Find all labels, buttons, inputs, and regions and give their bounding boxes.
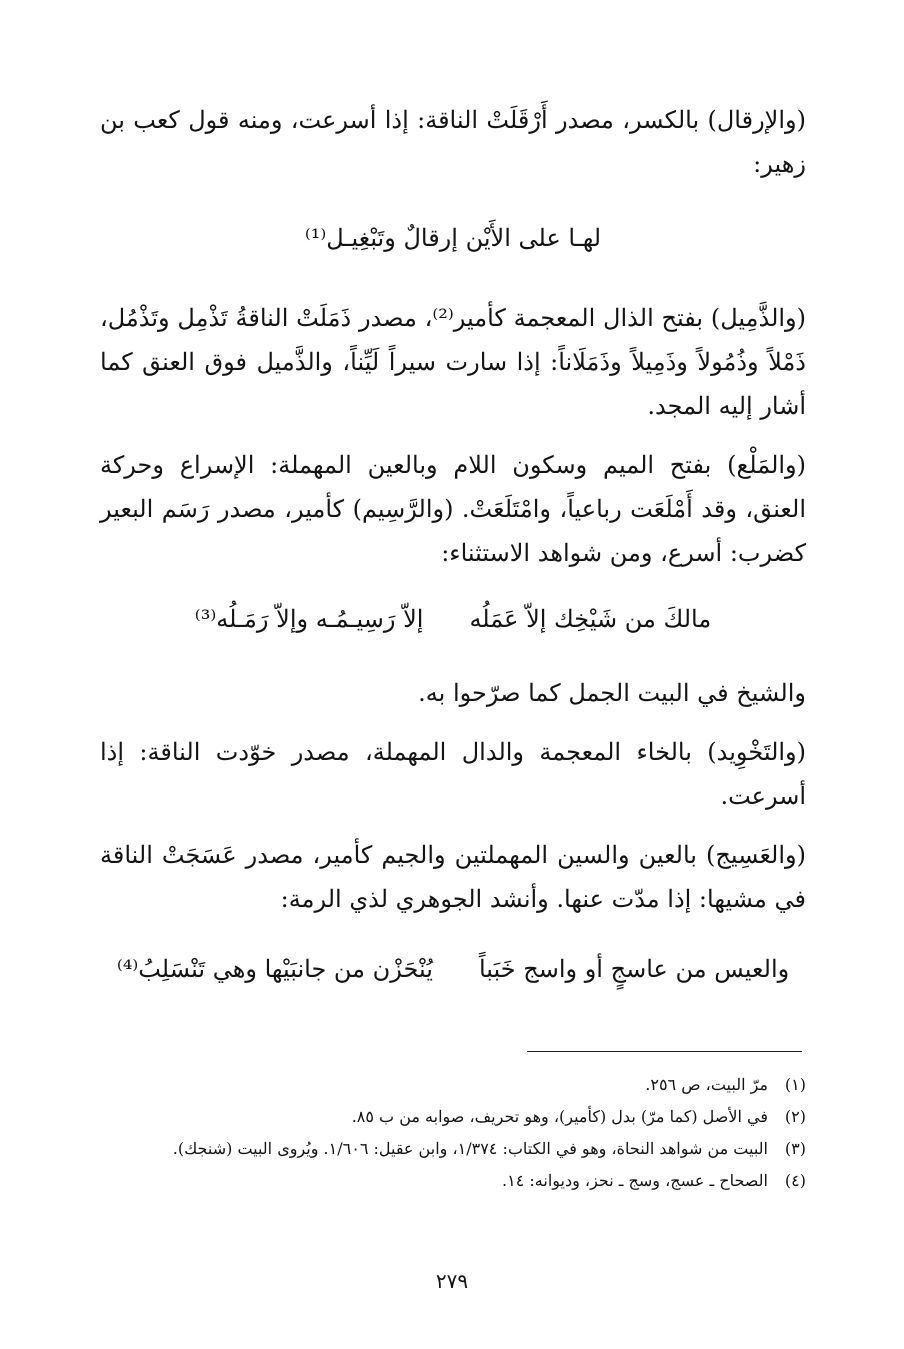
footnote-item — [100, 1166, 806, 1196]
paragraph-takhwid: (والتَخْوِيد) بالخاء المعجمة والدال المهملة، مصدر خوّدت الناقة: إذا أسرعت. — [100, 738, 806, 810]
paragraph-dhamil: (والذَّمِيل) بفتح الذال المعجمة كأمير⁽²⁾، مصدر ذَمَلَتْ الناقةُ تَذْمِل وتَذْمُل، ذَمْلاً وذُمُولاً وذَمِيلاً وذَمَلَاناً: إذا سارت سيراً لَيِّناً، والذَّميل فوق العنق كما أشار إليه المجد. — [100, 304, 807, 420]
main-text — [100, 98, 806, 1021]
verse-second-hemistich: إلاّ رَسِيـمُـه وإلاّ رَمَـلُه⁽³⁾ — [194, 605, 424, 633]
verse-kaab: لهـا على الأَيْن إرقالٌ وتَبْغِيـل⁽¹⁾ — [304, 224, 602, 252]
paragraph-irqal: (والإرقال) بالكسر، مصدر أَرْقَلَتْ الناقة: إذا أسرعت، ومنه قول كعب بن زهير: — [100, 106, 806, 178]
paragraph-mal-rasim: (والمَلْع) بفتح الميم وسكون اللام وبالعين المهملة: الإسراع وحركة العنق، وقد أَمْلَعَت رباعياً، وامْتَلَعَتْ. (والرَّسِيم) كأمير، مصدر رَسَم البعير كضرب: أسرع، ومن شواهد الاستثناء: — [100, 451, 806, 567]
footnote-text: البيت من شواهد النحاة، وهو في الكتاب: ١/٣٧٤، وابن عقيل: ١/٦٠٦. ويُروى البيت (شنجك). — [172, 1139, 768, 1158]
verse-first-hemistich: والعيس من عاسجٍ أو واسج خَبَباً — [478, 955, 790, 983]
footnote-item — [100, 1070, 806, 1100]
verse-first-hemistich: مالكَ من شَيْخِك إلاّ عَمَلُه — [469, 605, 712, 633]
footnote-separator — [527, 1051, 802, 1052]
footnote-item — [100, 1102, 806, 1132]
footnote-number: (٢) — [784, 1107, 806, 1126]
footnote-text: الصحاح ـ عسج، وسج ـ نحز، وديوانه: ١٤. — [502, 1171, 768, 1190]
verse-second-hemistich: يُنْحَزْن من جانبَيْها وهي تَنْسَلِبُ⁽⁴⁾ — [116, 955, 433, 983]
footnote-text: مرّ البيت، ص ٢٥٦. — [645, 1075, 768, 1094]
footnote-item — [100, 1134, 806, 1164]
page-number: ٢٧٩ — [435, 1269, 469, 1293]
footnote-number: (٣) — [784, 1139, 806, 1158]
verse-istithna — [100, 597, 806, 641]
paragraph-shaykh: والشيخ في البيت الجمل كما صرّحوا به. — [418, 679, 806, 707]
paragraph-asij: (والعَسِيج) بالعين والسين المهملتين والجيم كأمير، مصدر عَسَجَتْ الناقة في مشيها: إذا مدّت عنها. وأنشد الجوهري لذي الرمة: — [100, 841, 806, 913]
footnote-number: (٤) — [784, 1171, 806, 1190]
footnotes — [100, 1070, 806, 1198]
footnote-number: (١) — [784, 1075, 806, 1094]
verse-dhi-alrumma — [100, 947, 806, 991]
footnote-text: في الأصل (كما مرّ) بدل (كأمير)، وهو تحريف، صوابه من ب ٨٥. — [351, 1107, 768, 1126]
